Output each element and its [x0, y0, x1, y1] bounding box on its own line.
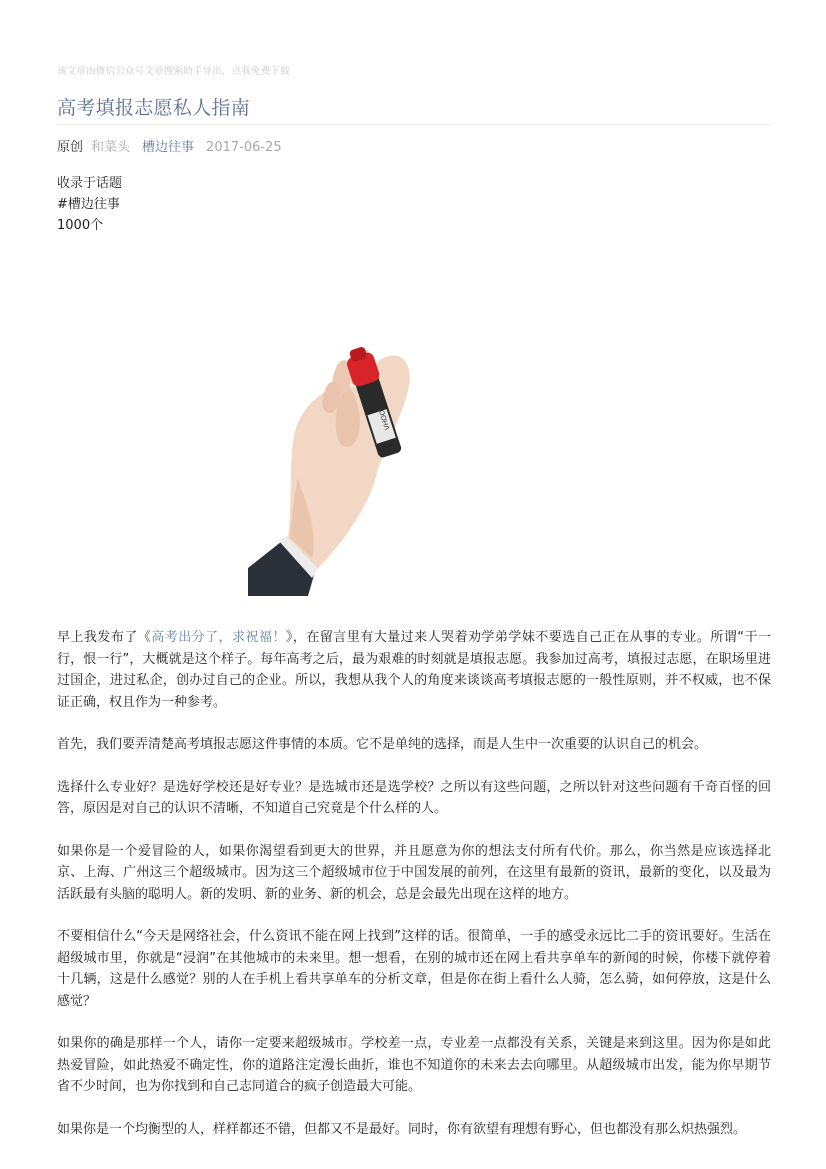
- export-notice-link[interactable]: 该文章由微信公众号文章搜索助手导出，点我免费下载: [57, 66, 290, 77]
- article-body: [57, 627, 771, 1161]
- article-title: 高考填报志愿私人指南: [57, 97, 251, 119]
- account-name-link[interactable]: 槽边往事: [142, 140, 195, 155]
- paragraph-6: 如果你的确是那样一个人，请你一定要来超级城市。学校差一点，专业差一点都没有关系，关键是来到这里。因为你是如此热爱冒险，如此热爱不确定性，你的道路注定漫长曲折，谁也不知道你的未来去去向哪里。从超级城市出发，能为你早期节省不少时间，也为你找到和自己志同道合的疯子创造最大可能。: [57, 1036, 771, 1094]
- topic-count: 1000个: [57, 218, 104, 233]
- hand-holding-marker-illustration: [248, 238, 593, 596]
- paragraph-2: 首先，我们要弄清楚高考填报志愿这件事情的本质。它不是单纯的选择，而是人生中一次重要的认识自己的机会。: [57, 737, 708, 752]
- paragraph-1-rest: 》，在留言里有大量过来人哭着劝学弟学妹不要选自己正在从事的专业。所谓“干一行，恨一行”，大概就是这个样子。每年高考之后，最为艰难的时刻就是填报志愿。我参加过高考，填报过志愿，在职场里进过国企，进过私企，创办过自己的企业。所以，我想从我个人的角度来谈谈高考填报志愿的一般性原则，并不权威，也不保证正确，权且作为一种参考。: [57, 630, 771, 710]
- paragraph-5: 不要相信什么“今天是网络社会，什么资讯不能在网上找到”这样的话。很简单，一手的感受永远比二手的资讯要好。生活在超级城市里，你就是“浸润”在其他城市的未来里。想一想看，在别的城市还在网上看共享单车的新闻的时候，你楼下就停着十几辆，这是什么感觉？别的人在手机上看共享单车的分析文章，但是你在街上看什么人骑，怎么骑，如何停放，这是什么感觉？: [57, 929, 771, 1009]
- topic-tag-link[interactable]: #槽边往事: [57, 197, 120, 212]
- original-badge: 原创: [57, 140, 84, 155]
- article-meta: [57, 140, 294, 156]
- paragraph-1: [57, 627, 771, 713]
- author-name: 和菜头: [91, 140, 131, 155]
- topic-collection: [57, 173, 122, 236]
- paragraph-3: 选择什么专业好？是选好学校还是好专业？是选城市还是选学校？之所以有这些问题，之所以针对这些问题有千奇百怪的回答，原因是对自己的认识不清晰，不知道自己究竟是个什么样的人。: [57, 779, 771, 816]
- publish-date: 2017-06-25: [206, 140, 282, 155]
- topic-label: 收录于话题: [57, 176, 123, 191]
- article-photo: [248, 238, 593, 596]
- title-divider: [57, 124, 770, 125]
- marker-label: VHOOL: [377, 405, 392, 431]
- linked-article[interactable]: 高考出分了，求祝福！: [151, 630, 286, 645]
- paragraph-4: 如果你是一个爱冒险的人，如果你渴望看到更大的世界，并且愿意为你的想法支付所有代价。那么，你当然是应该选择北京、上海、广州这三个超级城市。因为这三个超级城市位于中国发展的前列，在这里有最新的资讯，最新的变化，以及最为活跃最有头脑的聪明人。新的发明、新的业务、新的机会，总是会最先出现在这样的地方。: [57, 843, 771, 902]
- paragraph-1-lead: 早上我发布了《: [57, 630, 152, 645]
- paragraph-7: 如果你是一个均衡型的人，样样都还不错，但都又不是最好。同时，你有欲望有理想有野心，但也都没有那么炽热强烈。: [57, 1121, 747, 1137]
